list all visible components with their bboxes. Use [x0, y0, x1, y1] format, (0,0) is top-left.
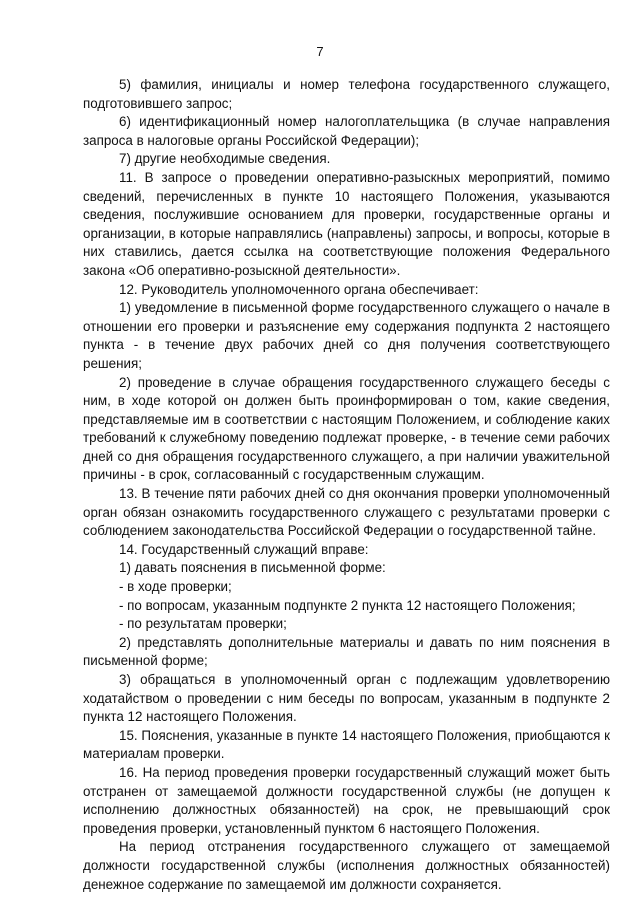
paragraph: - в ходе проверки; — [119, 579, 232, 595]
paragraph: 13. В течение пяти рабочих дней со дня окончания проверки уполномоченный орган обязан ознакомить государственного служащего с результатами проверки с соблюдением законодательства Российской Федерации о государственной тайне. — [83, 486, 610, 539]
paragraph: 14. Государственный служащий вправе: — [119, 541, 369, 557]
paragraph: 1) давать пояснения в письменной форме: — [119, 560, 386, 576]
paragraph: - по результатам проверки; — [119, 616, 287, 632]
document-body — [83, 76, 610, 894]
paragraph: 2) проведение в случае обращения государственного служащего беседы с ним, в ходе которой он должен быть проинформирован о том, какие сведения, представляемые им в соответствии с настоящим Положением, и соблюдение каких требований к служебному поведению подлежат проверке, - в течение семи рабочих дней со дня обращения государственного служащего, а при наличии уважительной причины - в срок, согласованный с государственным служащим. — [83, 374, 610, 483]
paragraph: 1) уведомление в письменной форме государственного служащего о начале в отношении его проверки и разъяснение ему содержания подпункта 2 настоящего пункта - в течение двух рабочих дней со дня получения соответствующего решения; — [83, 300, 610, 371]
paragraph: - по вопросам, указанным подпункте 2 пункта 12 настоящего Положения; — [119, 597, 576, 613]
page-number: 7 — [316, 44, 324, 59]
paragraph: На период отстранения государственного служащего от замещаемой должности государственной службы (исполнения должностных обязанностей) денежное содержание по замещаемой им должности сохраняется. — [83, 839, 610, 892]
paragraph: 15. Пояснения, указанные в пункте 14 настоящего Положения, приобщаются к материалам проверки. — [83, 727, 610, 762]
paragraph: 3) обращаться в уполномоченный орган с подлежащим удовлетворению ходатайством о проведении с ним беседы по вопросам, указанным в подпункте 2 пункта 12 настоящего Положения. — [83, 672, 610, 725]
paragraph: 7) другие необходимые сведения. — [119, 151, 331, 167]
paragraph: 16. На период проведения проверки государственный служащий может быть отстранен от замещаемой должности государственной службы (не допущен к исполнению должностных обязанностей) на срок, не превышающий срок проведения проверки, установленный пунктом 6 настоящего Положения. — [83, 764, 610, 836]
paragraph: 2) представлять дополнительные материалы и давать по ним пояснения в письменной форме; — [83, 634, 610, 669]
paragraph: 5) фамилия, инициалы и номер телефона государственного служащего, подготовившего запрос; — [83, 77, 610, 111]
paragraph: 6) идентификационный номер налогоплательщика (в случае направления запроса в налоговые органы Российской Федерации); — [83, 114, 610, 148]
paragraph: 11. В запросе о проведении оперативно-разыскных мероприятий, помимо сведений, перечисленных в пункте 10 настоящего Положения, указываются сведения, послужившие основанием для проверки, государственные органы и организации, в которые направлялись (направлены) запросы, и вопросы, которые в них ставились, дается ссылка на соответствующие положения Федерального закона «Об оперативно-розыскной деятельности». — [83, 169, 610, 278]
paragraph: 12. Руководитель уполномоченного органа обеспечивает: — [119, 281, 479, 297]
